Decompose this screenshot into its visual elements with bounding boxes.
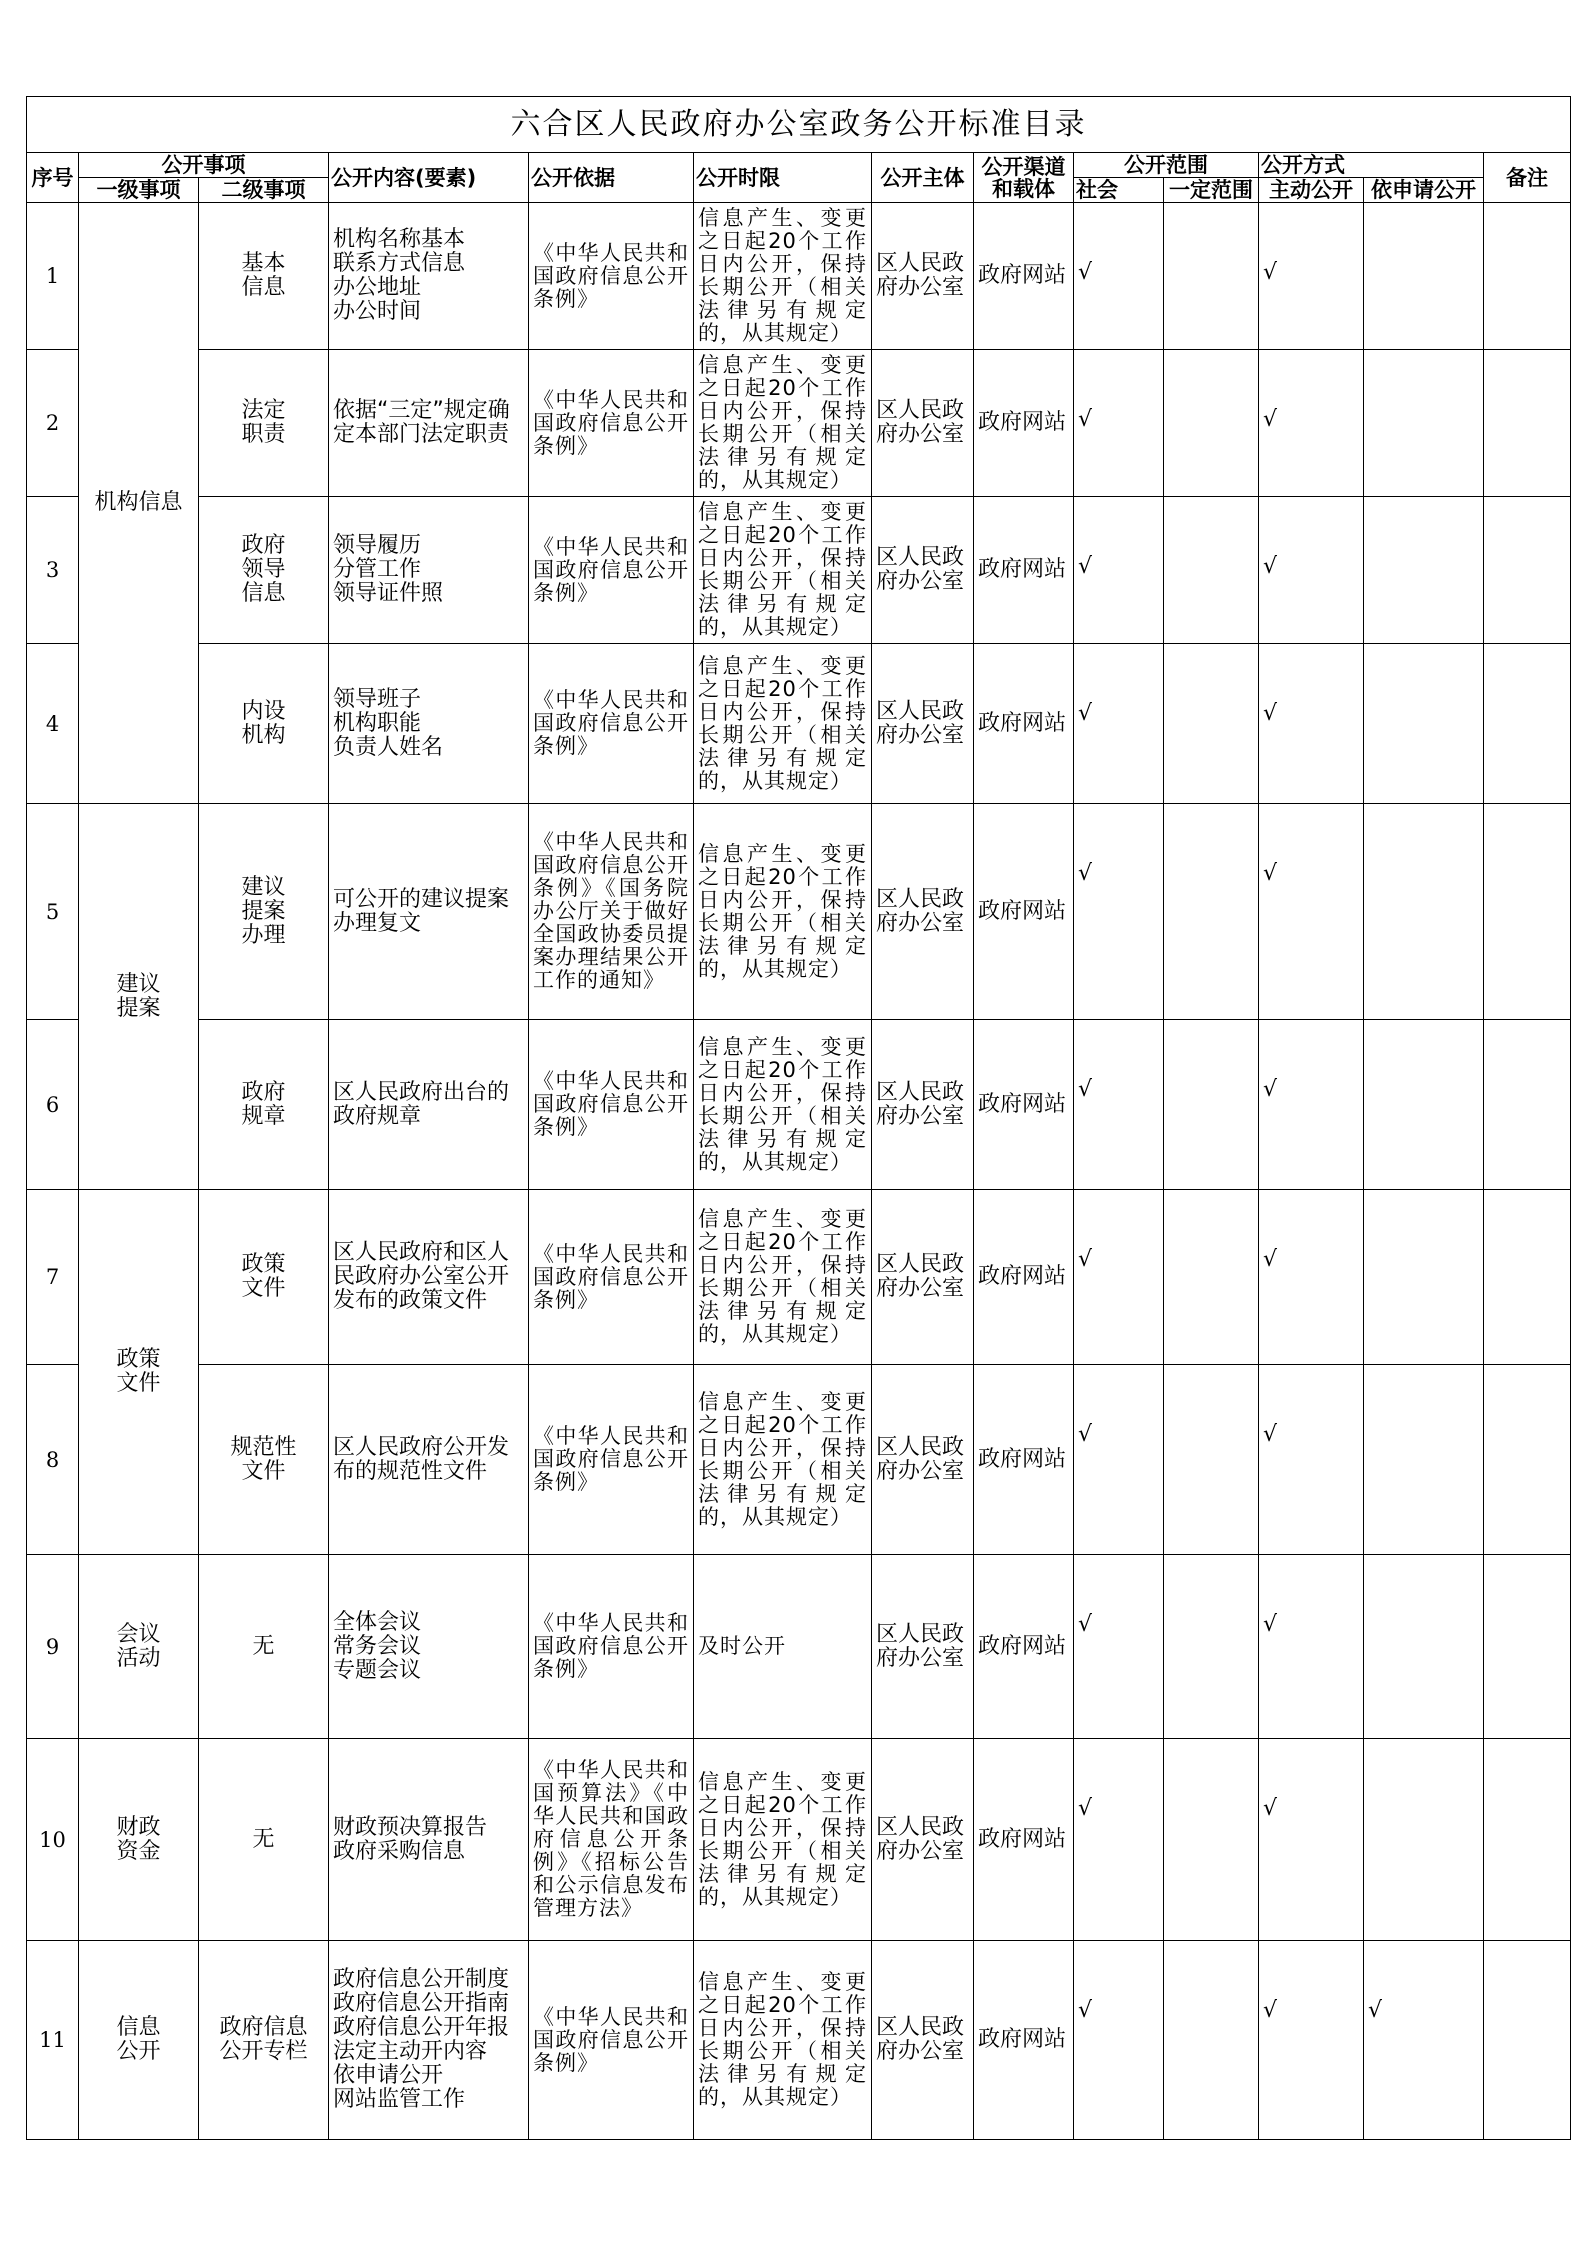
limit-cell: 信息产生、变更之日起20个工作日内公开，保持长期公开（相关法律另有规定的，从其规定）: [694, 203, 872, 350]
table-row: [27, 1365, 1571, 1555]
limit-cell: 信息产生、变更之日起20个工作日内公开，保持长期公开（相关法律另有规定的，从其规定）: [694, 1739, 872, 1941]
header-scope-social: 社会: [1074, 178, 1164, 203]
subject-cell: 区人民政府办公室: [872, 1555, 974, 1739]
channel-cell: 政府网站: [974, 203, 1074, 350]
mode-active-check: [1259, 1365, 1364, 1555]
content-cell: 政府信息公开制度 政府信息公开指南 政府信息公开年报 法定主动开内容 依申请公开 网站监管工作: [329, 1941, 529, 2140]
header-scope-partial: 一定范围: [1164, 178, 1259, 203]
subject-cell: 区人民政府办公室: [872, 203, 974, 350]
level2-item: 内设 机构: [199, 644, 329, 804]
subject-cell: 区人民政府办公室: [872, 1020, 974, 1190]
basis-cell: 《中华人民共和国政府信息公开条例》: [529, 1555, 694, 1739]
limit-cell: 信息产生、变更之日起20个工作日内公开，保持长期公开（相关法律另有规定的，从其规定）: [694, 350, 872, 497]
mode-apply-check: [1364, 1555, 1484, 1739]
scope-social-check: [1074, 1739, 1164, 1941]
mode-active-check: [1259, 804, 1364, 1020]
mode-apply-check: [1364, 1941, 1484, 2140]
remark-cell: [1484, 1020, 1571, 1190]
header-level2: 二级事项: [199, 178, 329, 203]
content-cell: 可公开的建议提案办理复文: [329, 804, 529, 1020]
scope-social-check-value: √: [1078, 1422, 1093, 1447]
scope-partial-check: [1164, 1020, 1259, 1190]
subject-cell: 区人民政府办公室: [872, 1941, 974, 2140]
header-mode-apply: 依申请公开: [1364, 178, 1484, 203]
mode-apply-check: [1364, 1739, 1484, 1941]
level2-item: 政府 领导 信息: [199, 497, 329, 644]
header-limit: 公开时限: [694, 153, 872, 203]
table-row: [27, 350, 1571, 497]
subject-cell: 区人民政府办公室: [872, 1365, 974, 1555]
mode-active-check-value: √: [1263, 701, 1278, 726]
mode-active-check: [1259, 1739, 1364, 1941]
mode-active-check-value: √: [1263, 554, 1278, 579]
basis-cell: 《中华人民共和国预算法》《中华人民共和国政府信息公开条例》《招标公告和公示信息发布管理方法》: [529, 1739, 694, 1941]
scope-social-check-value: √: [1078, 861, 1093, 886]
mode-active-check-value: √: [1263, 1998, 1278, 2023]
channel-cell: 政府网站: [974, 1365, 1074, 1555]
scope-social-check-value: √: [1078, 1998, 1093, 2023]
channel-cell: 政府网站: [974, 1020, 1074, 1190]
table-row: [27, 1739, 1571, 1941]
channel-cell: 政府网站: [974, 1739, 1074, 1941]
mode-active-check: [1259, 497, 1364, 644]
mode-active-check-value: √: [1263, 861, 1278, 886]
basis-cell: 《中华人民共和国政府信息公开条例》: [529, 203, 694, 350]
row-number: 10: [27, 1739, 79, 1941]
remark-cell: [1484, 1555, 1571, 1739]
mode-active-check-value: √: [1263, 1422, 1278, 1447]
scope-partial-check: [1164, 1190, 1259, 1365]
scope-social-check: [1074, 203, 1164, 350]
scope-social-check: [1074, 1941, 1164, 2140]
mode-active-check: [1259, 1555, 1364, 1739]
limit-cell: 及时公开: [694, 1555, 872, 1739]
content-cell: 领导班子 机构职能 负责人姓名: [329, 644, 529, 804]
limit-cell: 信息产生、变更之日起20个工作日内公开，保持长期公开（相关法律另有规定的，从其规定）: [694, 804, 872, 1020]
scope-partial-check: [1164, 203, 1259, 350]
level2-item: 无: [199, 1555, 329, 1739]
scope-social-check: [1074, 644, 1164, 804]
basis-cell: 《中华人民共和国政府信息公开条例》: [529, 497, 694, 644]
header-content: 公开内容(要素): [329, 153, 529, 203]
level2-item: 法定 职责: [199, 350, 329, 497]
mode-active-check-value: √: [1263, 1077, 1278, 1102]
level1-item: 政策 文件: [79, 1190, 199, 1555]
limit-cell: 信息产生、变更之日起20个工作日内公开，保持长期公开（相关法律另有规定的，从其规定）: [694, 1941, 872, 2140]
row-number: 8: [27, 1365, 79, 1555]
subject-cell: 区人民政府办公室: [872, 350, 974, 497]
basis-cell: 《中华人民共和国政府信息公开条例》: [529, 1190, 694, 1365]
mode-active-check-value: √: [1263, 407, 1278, 432]
scope-partial-check: [1164, 1365, 1259, 1555]
table-row: [27, 1020, 1571, 1190]
header-level1: 一级事项: [79, 178, 199, 203]
mode-apply-check: [1364, 350, 1484, 497]
scope-partial-check: [1164, 644, 1259, 804]
limit-cell: 信息产生、变更之日起20个工作日内公开，保持长期公开（相关法律另有规定的，从其规定）: [694, 644, 872, 804]
remark-cell: [1484, 804, 1571, 1020]
row-number: 11: [27, 1941, 79, 2140]
remark-cell: [1484, 644, 1571, 804]
scope-social-check: [1074, 497, 1164, 644]
mode-apply-check: [1364, 497, 1484, 644]
mode-active-check-value: √: [1263, 260, 1278, 285]
basis-cell: 《中华人民共和国政府信息公开条例》: [529, 350, 694, 497]
level1-item: 会议 活动: [79, 1555, 199, 1739]
level2-item: 政府信息 公开专栏: [199, 1941, 329, 2140]
subject-cell: 区人民政府办公室: [872, 497, 974, 644]
scope-social-check-value: √: [1078, 260, 1093, 285]
table-row: [27, 1190, 1571, 1365]
table-row: [27, 1941, 1571, 2140]
row-number: 7: [27, 1190, 79, 1365]
scope-social-check: [1074, 1555, 1164, 1739]
mode-apply-check: [1364, 644, 1484, 804]
mode-apply-check: [1364, 804, 1484, 1020]
row-number: 4: [27, 644, 79, 804]
scope-social-check: [1074, 1365, 1164, 1555]
mode-active-check: [1259, 644, 1364, 804]
channel-cell: 政府网站: [974, 1941, 1074, 2140]
scope-social-check: [1074, 350, 1164, 497]
scope-social-check-value: √: [1078, 1077, 1093, 1102]
mode-apply-check-value: √: [1368, 1998, 1383, 2023]
content-cell: 领导履历 分管工作 领导证件照: [329, 497, 529, 644]
mode-active-check-value: √: [1263, 1612, 1278, 1637]
remark-cell: [1484, 1190, 1571, 1365]
catalog-document: [26, 96, 1570, 2139]
mode-active-check: [1259, 1941, 1364, 2140]
channel-cell: 政府网站: [974, 1190, 1074, 1365]
title-row: [27, 97, 1571, 153]
remark-cell: [1484, 1739, 1571, 1941]
scope-social-check-value: √: [1078, 407, 1093, 432]
scope-partial-check: [1164, 1941, 1259, 2140]
row-number: 2: [27, 350, 79, 497]
scope-partial-check: [1164, 1555, 1259, 1739]
mode-apply-check: [1364, 203, 1484, 350]
limit-cell: 信息产生、变更之日起20个工作日内公开，保持长期公开（相关法律另有规定的，从其规定）: [694, 497, 872, 644]
level2-item: 建议 提案 办理: [199, 804, 329, 1020]
scope-partial-check: [1164, 1739, 1259, 1941]
mode-apply-check: [1364, 1020, 1484, 1190]
header-matters: 公开事项: [79, 153, 329, 178]
scope-social-check-value: √: [1078, 554, 1093, 579]
catalog-table: [26, 96, 1571, 2140]
basis-cell: 《中华人民共和国政府信息公开条例》: [529, 1941, 694, 2140]
channel-cell: 政府网站: [974, 497, 1074, 644]
remark-cell: [1484, 203, 1571, 350]
mode-active-check: [1259, 1190, 1364, 1365]
header-row-1: [27, 153, 1571, 178]
subject-cell: 区人民政府办公室: [872, 644, 974, 804]
subject-cell: 区人民政府办公室: [872, 1190, 974, 1365]
limit-cell: 信息产生、变更之日起20个工作日内公开，保持长期公开（相关法律另有规定的，从其规定）: [694, 1365, 872, 1555]
content-cell: 区人民政府出台的政府规章: [329, 1020, 529, 1190]
scope-social-check: [1074, 804, 1164, 1020]
row-number: 9: [27, 1555, 79, 1739]
limit-cell: 信息产生、变更之日起20个工作日内公开，保持长期公开（相关法律另有规定的，从其规定）: [694, 1020, 872, 1190]
mode-apply-check: [1364, 1190, 1484, 1365]
row-number: 6: [27, 1020, 79, 1190]
page-title: 六合区人民政府办公室政务公开标准目录: [27, 97, 1571, 153]
basis-cell: 《中华人民共和国政府信息公开条例》: [529, 1365, 694, 1555]
table-row: [27, 497, 1571, 644]
scope-partial-check: [1164, 350, 1259, 497]
remark-cell: [1484, 1941, 1571, 2140]
scope-social-check: [1074, 1020, 1164, 1190]
level2-item: 基本 信息: [199, 203, 329, 350]
mode-active-check: [1259, 203, 1364, 350]
header-channel: 公开渠道 和载体: [974, 153, 1074, 203]
scope-social-check-value: √: [1078, 1612, 1093, 1637]
scope-social-check-value: √: [1078, 701, 1093, 726]
header-seq: 序号: [27, 153, 79, 203]
level2-item: 无: [199, 1739, 329, 1941]
basis-cell: 《中华人民共和国政府信息公开条例》: [529, 1020, 694, 1190]
scope-partial-check: [1164, 497, 1259, 644]
table-row: [27, 203, 1571, 350]
channel-cell: 政府网站: [974, 1555, 1074, 1739]
content-cell: 区人民政府公开发布的规范性文件: [329, 1365, 529, 1555]
remark-cell: [1484, 497, 1571, 644]
table-row: [27, 644, 1571, 804]
header-remark: 备注: [1484, 153, 1571, 203]
scope-social-check: [1074, 1190, 1164, 1365]
channel-cell: 政府网站: [974, 644, 1074, 804]
level2-item: 政策 文件: [199, 1190, 329, 1365]
channel-cell: 政府网站: [974, 804, 1074, 1020]
table-row: [27, 1555, 1571, 1739]
subject-cell: 区人民政府办公室: [872, 1739, 974, 1941]
scope-partial-check: [1164, 804, 1259, 1020]
level2-item: 政府 规章: [199, 1020, 329, 1190]
content-cell: 财政预决算报告 政府采购信息: [329, 1739, 529, 1941]
subject-cell: 区人民政府办公室: [872, 804, 974, 1020]
row-number: 5: [27, 804, 79, 1020]
level1-item: 信息 公开: [79, 1941, 199, 2140]
scope-social-check-value: √: [1078, 1796, 1093, 1821]
mode-active-check: [1259, 350, 1364, 497]
header-subject: 公开主体: [872, 153, 974, 203]
limit-cell: 信息产生、变更之日起20个工作日内公开，保持长期公开（相关法律另有规定的，从其规定）: [694, 1190, 872, 1365]
header-mode-active: 主动公开: [1259, 178, 1364, 203]
header-mode: 公开方式: [1259, 153, 1484, 178]
basis-cell: 《中华人民共和国政府信息公开条例》《国务院办公厅关于做好全国政协委员提案办理结果公开工作的通知》: [529, 804, 694, 1020]
channel-cell: 政府网站: [974, 350, 1074, 497]
content-cell: 依据“三定”规定确定本部门法定职责: [329, 350, 529, 497]
mode-active-check-value: √: [1263, 1796, 1278, 1821]
level1-item: 财政 资金: [79, 1739, 199, 1941]
table-row: [27, 804, 1571, 1020]
level2-item: 规范性 文件: [199, 1365, 329, 1555]
level1-item: 机构信息: [79, 203, 199, 804]
content-cell: 区人民政府和区人民政府办公室公开发布的政策文件: [329, 1190, 529, 1365]
remark-cell: [1484, 350, 1571, 497]
content-cell: 机构名称基本 联系方式信息 办公地址 办公时间: [329, 203, 529, 350]
header-basis: 公开依据: [529, 153, 694, 203]
row-number: 1: [27, 203, 79, 350]
basis-cell: 《中华人民共和国政府信息公开条例》: [529, 644, 694, 804]
header-scope: 公开范围: [1074, 153, 1259, 178]
scope-social-check-value: √: [1078, 1247, 1093, 1272]
level1-item: 建议 提案: [79, 804, 199, 1190]
remark-cell: [1484, 1365, 1571, 1555]
mode-apply-check: [1364, 1365, 1484, 1555]
content-cell: 全体会议 常务会议 专题会议: [329, 1555, 529, 1739]
row-number: 3: [27, 497, 79, 644]
mode-active-check-value: √: [1263, 1247, 1278, 1272]
mode-active-check: [1259, 1020, 1364, 1190]
